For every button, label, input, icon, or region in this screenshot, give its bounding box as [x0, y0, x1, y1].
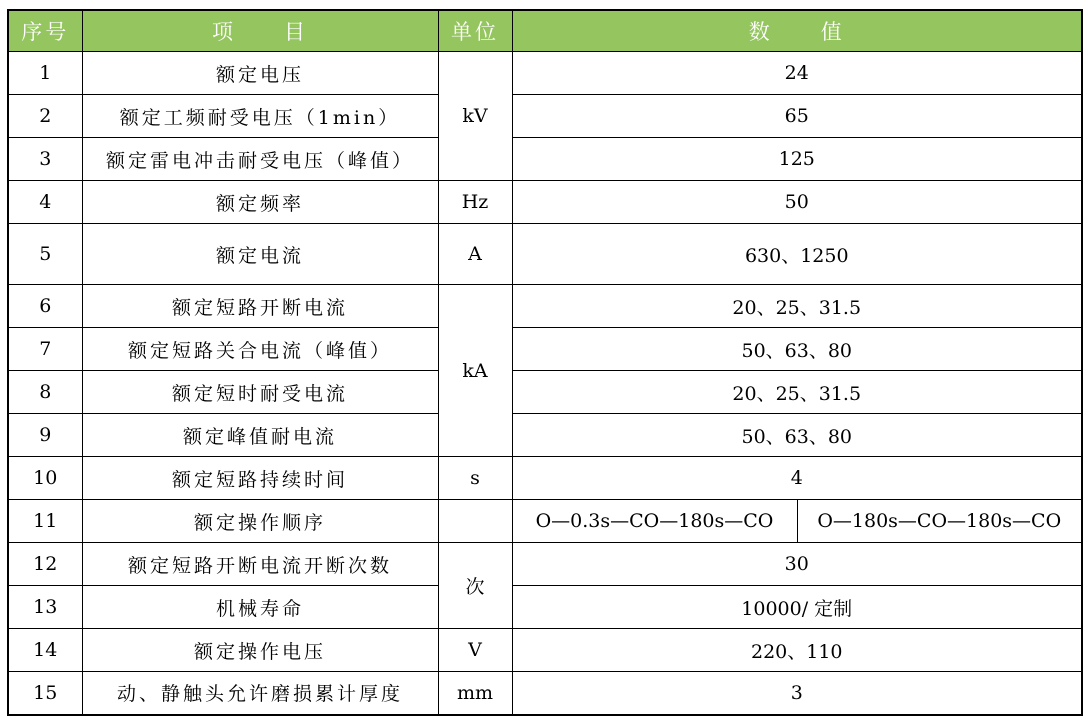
cell-no: 6: [8, 285, 82, 328]
cell-item: 动、静触头允许磨损累计厚度: [82, 672, 438, 715]
cell-value: 65: [512, 95, 1082, 138]
cell-value: 30: [512, 543, 1082, 586]
table-row: [8, 672, 1082, 715]
cell-value: 50、63、80: [512, 414, 1082, 457]
header-no: 序号: [8, 10, 82, 52]
table-row: [8, 414, 1082, 457]
cell-value: 220、110: [512, 629, 1082, 672]
cell-value: 50、63、80: [512, 328, 1082, 371]
cell-unit: s: [438, 457, 512, 500]
cell-no: 2: [8, 95, 82, 138]
cell-value: 4: [512, 457, 1082, 500]
table-row: [8, 95, 1082, 138]
header-item: 项 目: [82, 10, 438, 52]
table-row: [8, 328, 1082, 371]
cell-no: 1: [8, 52, 82, 95]
cell-item: 额定工频耐受电压（1min）: [82, 95, 438, 138]
cell-no: 5: [8, 224, 82, 285]
cell-no: 13: [8, 586, 82, 629]
cell-item: 额定峰值耐电流: [82, 414, 438, 457]
cell-no: 15: [8, 672, 82, 715]
cell-item: 额定频率: [82, 181, 438, 224]
cell-no: 8: [8, 371, 82, 414]
table-row: [8, 500, 1082, 543]
table-row: [8, 52, 1082, 95]
cell-no: 4: [8, 181, 82, 224]
cell-item: 机械寿命: [82, 586, 438, 629]
cell-unit: V: [438, 629, 512, 672]
cell-item: 额定短路关合电流（峰值）: [82, 328, 438, 371]
cell-unit: A: [438, 224, 512, 285]
cell-unit: kA: [438, 285, 512, 457]
cell-unit: [438, 500, 512, 543]
table-row: [8, 224, 1082, 285]
cell-value: 3: [512, 672, 1082, 715]
cell-unit: 次: [438, 543, 512, 629]
cell-value: 10000/ 定制: [512, 586, 1082, 629]
table-row: [8, 586, 1082, 629]
cell-item: 额定操作顺序: [82, 500, 438, 543]
cell-value: 50: [512, 181, 1082, 224]
cell-unit: Hz: [438, 181, 512, 224]
cell-unit: kV: [438, 52, 512, 181]
header-row: [8, 10, 1082, 52]
cell-value-left: O—0.3s—CO—180s—CO: [512, 500, 797, 543]
table-row: [8, 629, 1082, 672]
cell-no: 12: [8, 543, 82, 586]
table-row: [8, 285, 1082, 328]
cell-value: 630、1250: [512, 224, 1082, 285]
cell-value: 24: [512, 52, 1082, 95]
cell-item: 额定短路开断电流开断次数: [82, 543, 438, 586]
cell-no: 10: [8, 457, 82, 500]
cell-value: 125: [512, 138, 1082, 181]
cell-item: 额定电压: [82, 52, 438, 95]
spec-table: [7, 9, 1083, 716]
cell-unit: mm: [438, 672, 512, 715]
cell-value-right: O—180s—CO—180s—CO: [797, 500, 1082, 543]
cell-item: 额定短时耐受电流: [82, 371, 438, 414]
cell-no: 7: [8, 328, 82, 371]
cell-item: 额定短路开断电流: [82, 285, 438, 328]
cell-value: 20、25、31.5: [512, 371, 1082, 414]
cell-no: 9: [8, 414, 82, 457]
table-row: [8, 371, 1082, 414]
cell-value: 20、25、31.5: [512, 285, 1082, 328]
cell-item: 额定短路持续时间: [82, 457, 438, 500]
cell-no: 11: [8, 500, 82, 543]
table-row: [8, 457, 1082, 500]
header-unit: 单位: [438, 10, 512, 52]
table-row: [8, 181, 1082, 224]
table-row: [8, 138, 1082, 181]
cell-no: 3: [8, 138, 82, 181]
header-value: 数 值: [512, 10, 1082, 52]
cell-no: 14: [8, 629, 82, 672]
cell-item: 额定操作电压: [82, 629, 438, 672]
cell-item: 额定雷电冲击耐受电压（峰值）: [82, 138, 438, 181]
cell-item: 额定电流: [82, 224, 438, 285]
table-row: [8, 543, 1082, 586]
